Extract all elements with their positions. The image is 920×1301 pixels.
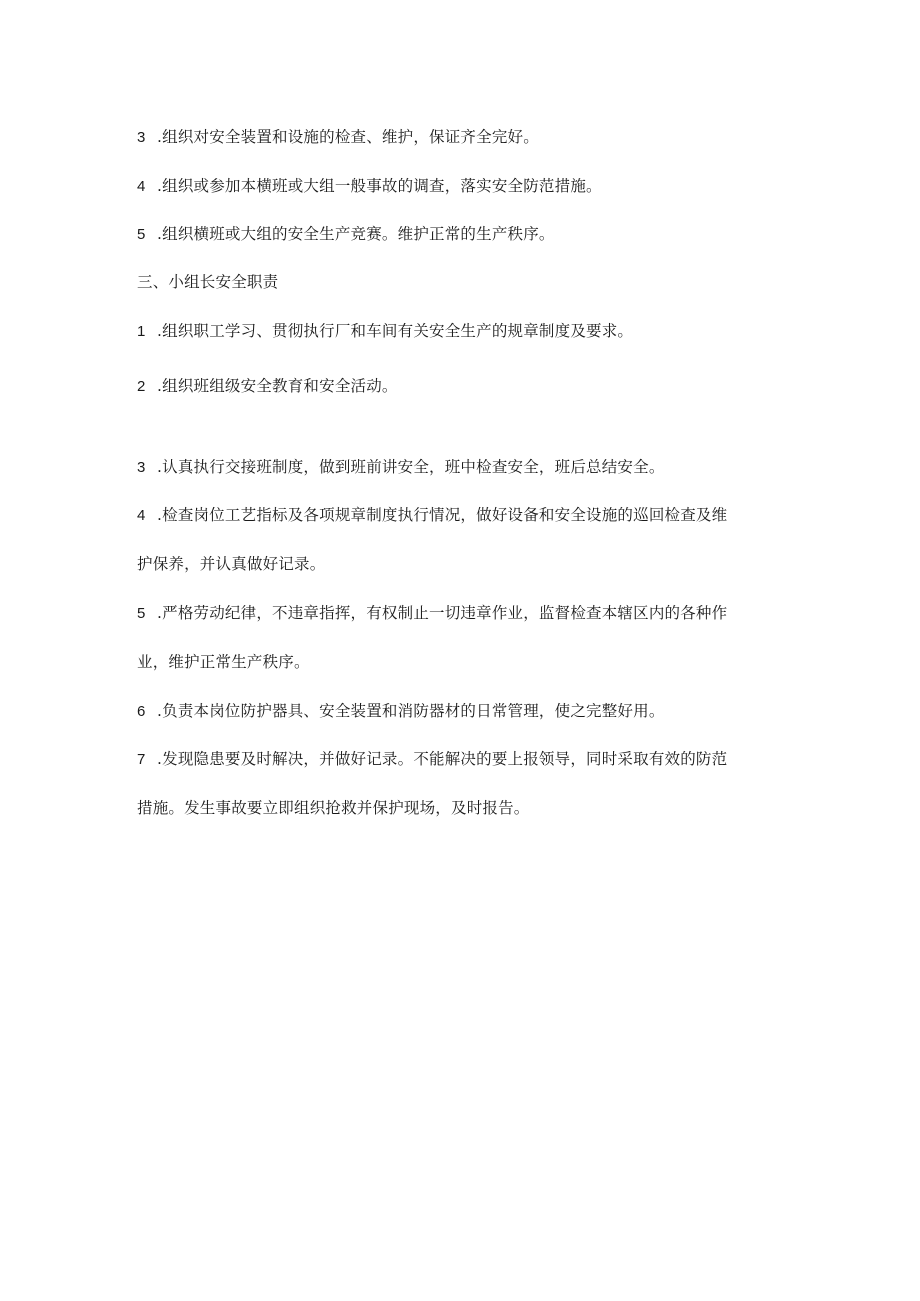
item-text: .认真执行交接班制度，做到班前讲安全，班中检查安全，班后总结安全。: [157, 458, 665, 476]
list-item: [137, 321, 633, 342]
item-text: .组织班组级安全教育和安全活动。: [157, 377, 398, 395]
item-number: 7: [137, 751, 146, 768]
item-text: .检查岗位工艺指标及各项规章制度执行情况，做好设备和安全设施的巡回检查及维: [157, 506, 728, 524]
item-text: .组织职工学习、贯彻执行厂和车间有关安全生产的规章制度及要求。: [157, 322, 634, 340]
item-number: 5: [137, 605, 146, 622]
list-item: [137, 224, 555, 245]
item-text: .组织横班或大组的安全生产竞赛。维护正常的生产秩序。: [157, 225, 555, 243]
list-item: [137, 376, 398, 397]
item-number: 2: [137, 378, 146, 395]
item-text: .发现隐患要及时解决，并做好记录。不能解决的要上报领导，同时采取有效的防范: [157, 750, 728, 768]
list-item: [137, 701, 665, 722]
list-item-continuation: 业，维护正常生产秩序。: [137, 653, 310, 671]
item-number: 3: [137, 129, 146, 146]
list-item: [137, 505, 727, 526]
item-text: .组织或参加本横班或大组一般事故的调查，落实安全防范措施。: [157, 177, 602, 195]
item-text: .负责本岗位防护器具、安全装置和消防器材的日常管理，使之完整好用。: [157, 702, 665, 720]
list-item: [137, 176, 602, 197]
item-number: 6: [137, 703, 146, 720]
item-number: 3: [137, 459, 146, 476]
list-item: [137, 457, 665, 478]
item-number: 1: [137, 323, 146, 340]
list-item: [137, 603, 727, 624]
item-text: .组织对安全装置和设施的检查、维护，保证齐全完好。: [157, 128, 539, 146]
list-item-continuation: 措施。发生事故要立即组织抢救并保护现场，及时报告。: [137, 799, 530, 817]
item-text: .严格劳动纪律，不违章指挥，有权制止一切违章作业，监督检查本辖区内的各种作: [157, 604, 728, 622]
list-item: [137, 749, 727, 770]
item-number: 4: [137, 178, 146, 195]
section-heading: 三、小组长安全职责: [137, 273, 279, 291]
list-item: [137, 127, 539, 148]
item-number: 5: [137, 226, 146, 243]
item-number: 4: [137, 507, 146, 524]
list-item-continuation: 护保养，并认真做好记录。: [137, 555, 326, 573]
